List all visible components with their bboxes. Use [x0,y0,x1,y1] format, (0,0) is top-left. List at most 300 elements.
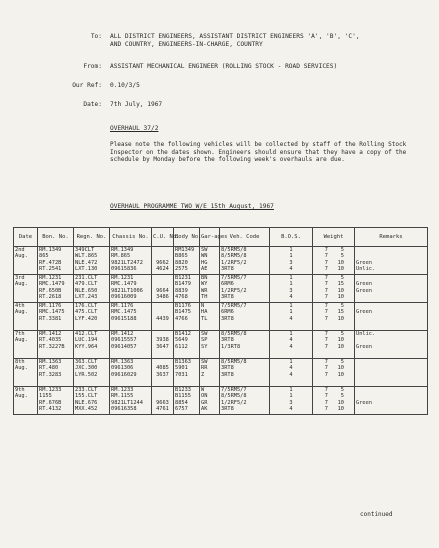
cell-body [174,331,200,359]
weight-cwt: 10 [337,315,344,322]
weight-tons: 7 [324,405,328,412]
bon-value: RT.3283 [39,371,62,378]
rem-value: Green [356,399,372,406]
cell-regn [74,247,110,275]
overhaul-table [13,227,428,415]
rem-value [356,406,426,412]
cell-cu [152,387,174,415]
regn-value: 363.CLT [75,359,98,365]
gar-value: AE [201,265,208,272]
ref-value: 0.10/3/5 [110,82,140,89]
header-weight: Weight [313,228,355,247]
cell-rem [355,331,428,359]
header-remarks: Remarks [355,228,428,247]
cell-gar [200,387,220,415]
cell-chassis [110,247,152,275]
date-value: Aug. [15,337,28,344]
weight-cwt: 5 [340,359,344,365]
code-value: 1/3RT8 [221,343,241,350]
bos-value: 1 [289,303,293,309]
weight-tons: 7 [324,371,328,378]
weight-cwt: 15 [337,281,344,288]
cell-w [313,387,355,415]
gar-value: AK [201,405,208,412]
body-value: B1475 [175,309,191,316]
weight-cwt: 5 [340,303,344,309]
bon-value: RT.4035 [39,337,62,344]
cell-chassis [110,359,152,387]
weight-cwt: 10 [337,399,344,406]
date-value: Aug. [15,253,28,260]
regn-value: JXC.300 [75,365,98,372]
cell-cu [152,359,174,387]
weight-cwt: 10 [337,343,344,350]
chassis-value: 09616009 [111,293,137,300]
weight-line [314,372,353,378]
cell-cu [152,331,174,359]
cell-bon [38,359,74,387]
code-value: 8/5RM5/8 [221,247,247,253]
gar-value: SW [201,247,208,253]
weight-cwt: 15 [337,309,344,316]
date-value: Aug. [15,309,28,316]
regn-value: NLE.472 [75,259,98,266]
cu-value: 4439 [156,315,169,322]
cell-gar [200,303,220,331]
table-row [14,331,428,359]
cell-chassis [110,387,152,415]
code-value: 3RT8 [221,293,234,300]
gar-value: SW [201,359,208,365]
regn-value: LYF.420 [75,315,98,322]
to-value-line-1: ALL DISTRICT ENGINEERS, ASSISTANT DISTRICT ENGINEERS 'A', 'B', 'C', [110,33,360,40]
ref-label: Our Ref: [72,82,102,89]
rem-value [356,294,426,300]
header-bon: Bon. No. [38,228,74,247]
weight-tons: 7 [324,259,328,266]
body-value: 8820 [175,259,188,266]
chassis-value: 9821LT2472 [111,259,143,266]
weight-tons: 7 [324,247,328,253]
gar-value: WR [201,287,208,294]
weight-line [314,266,353,272]
cell-bos [270,359,313,387]
cell-rem [355,247,428,275]
cell-bon [38,303,74,331]
cell-w [313,303,355,331]
gar-value: GR [201,399,208,406]
from-value: ASSISTANT MECHANICAL ENGINEER (ROLLING STOCK - ROAD SERVICES) [110,63,338,70]
bos-value: 4 [289,405,293,412]
weight-tons: 7 [324,331,328,337]
body-value: B1479 [175,281,191,288]
bos-value: 1 [289,309,293,316]
cell-rem [355,275,428,303]
cell-w [313,359,355,387]
cell-body [174,303,200,331]
cell-rem [355,387,428,415]
bos-value: 4 [289,365,293,372]
chassis-value: RM.1412 [111,331,134,337]
cu-value: 9664 [156,287,169,294]
bon-value: RT.3227B [39,343,65,350]
weight-cwt: 5 [340,393,344,400]
gar-value: TH [201,293,208,300]
cell-regn [74,331,110,359]
header-body: Body No. [174,228,200,247]
body-value: B1233 [175,387,191,393]
cell-regn [74,303,110,331]
header-date: Date [14,228,38,247]
gar-value: N [201,303,205,309]
bon-value: RM.1412 [39,331,62,337]
weight-line [314,344,353,350]
chassis-value: 09614057 [111,343,137,350]
regn-value: 412.CLT [75,331,98,337]
weight-line [314,316,353,322]
gar-value: HG [201,259,208,266]
header-chassis: Chassis No. [110,228,152,247]
cell-bos [270,275,313,303]
bos-value: 3 [289,259,293,266]
chassis-value: RM.1363 [111,359,134,365]
cell-bon [38,275,74,303]
weight-cwt: 10 [337,337,344,344]
code-value: 6RM6 [221,281,234,288]
chassis-value: RM.1349 [111,247,134,253]
regn-value: KYY.964 [75,343,98,350]
body-value: 6757 [175,405,188,412]
cell-chassis [110,275,152,303]
cell-w [313,331,355,359]
gar-value: SP [201,337,208,344]
weight-tons: 7 [324,365,328,372]
cu-value: 9663 [156,399,169,406]
bos-value: 1 [289,275,293,281]
chassis-value: RM.1155 [111,393,134,400]
bon-value: RM.1349 [39,247,62,253]
chassis-value: 9821LT1244 [111,399,143,406]
weight-cwt: 10 [337,287,344,294]
cell-code [220,359,270,387]
chassis-value: 09615188 [111,315,137,322]
bon-value: RT.3381 [39,315,62,322]
bos-value: 4 [289,371,293,378]
cell-date [14,303,38,331]
gar-value: RR [201,365,208,372]
table-row [14,303,428,331]
weight-tons: 7 [324,281,328,288]
gar-value: Z [201,371,205,378]
body-value: B1155 [175,393,191,400]
date-value: Aug. [15,281,28,288]
weight-tons: 7 [324,303,328,309]
rem-value: Unlic. [356,331,376,337]
cu-value: 3486 [156,293,169,300]
cell-bon [38,331,74,359]
cell-gar [200,275,220,303]
continued-note: continued [360,511,393,518]
bos-value: 4 [289,265,293,272]
table-row [14,387,428,415]
cell-regn [74,275,110,303]
regn-value: 231.CLT [75,275,98,281]
date-value: Aug. [15,365,28,372]
body-value: 8854 [175,399,188,406]
bon-value: RM.1233 [39,387,62,393]
cell-regn [74,359,110,387]
header-garages: Gar-ages [200,228,220,247]
gar-value: W [201,387,205,393]
cell-code [220,387,270,415]
body-value: B1231 [175,275,191,281]
chassis-value: 09616029 [111,371,137,378]
regn-value: NLE.650 [75,287,98,294]
regn-value: 475.CLT [75,309,98,316]
rem-value: Unlic. [356,265,376,272]
bos-value: 3 [289,399,293,406]
body-value: 5649 [175,337,188,344]
cell-bos [270,331,313,359]
regn-value: 479.CLT [75,281,98,288]
weight-tons: 7 [324,265,328,272]
bon-value: RT.4132 [39,405,62,412]
code-value: 6RM6 [221,309,234,316]
bon-value: RM.1363 [39,359,62,365]
chassis-value: RM.1233 [111,387,134,393]
cu-value: 9662 [156,259,169,266]
cell-date [14,275,38,303]
table-row [14,359,428,387]
cell-bon [38,247,74,275]
cell-date [14,331,38,359]
date-value: 7th [15,331,25,337]
weight-line [314,406,353,412]
rem-value [356,372,426,378]
rem-value: Green [356,309,372,316]
cell-bos [270,303,313,331]
rem-value: Green [356,281,372,288]
header-bos: B.O.S. [270,228,313,247]
bon-value: RT.2541 [39,265,62,272]
table-row [14,275,428,303]
cell-regn [74,387,110,415]
code-value: 7/5RM5/7 [221,387,247,393]
code-value: 8/5RM5/8 [221,331,247,337]
cu-value: 4761 [156,405,169,412]
body-value: B1363 [175,359,191,365]
code-value: 1/2RF5/2 [221,399,247,406]
regn-value: NLE.676 [75,399,98,406]
weight-tons: 7 [324,393,328,400]
weight-tons: 7 [324,293,328,300]
cell-cu [152,247,174,275]
body-value: 4768 [175,293,188,300]
bos-value: 1 [289,247,293,253]
date-label: Date: [83,101,102,108]
gar-value: BN [201,275,208,281]
weight-line [314,294,353,300]
chassis-value: RM.1231 [111,275,134,281]
bon-value: RM.1231 [39,275,62,281]
date-value: 7th July, 1967 [110,101,163,108]
gar-value: WN [201,253,208,260]
cell-body [174,359,200,387]
gar-value: SW [201,331,208,337]
weight-cwt: 10 [337,365,344,372]
weight-cwt: 10 [337,265,344,272]
rem-value: Green [356,259,372,266]
cell-body [174,387,200,415]
gar-value: WY [201,281,208,288]
cu-value: 4085 [156,365,169,372]
cell-date [14,387,38,415]
bos-value: 1 [289,393,293,400]
to-label: To: [90,33,102,40]
weight-cwt: 10 [337,371,344,378]
weight-cwt: 5 [340,387,344,393]
table-row [14,247,428,275]
cell-w [313,275,355,303]
code-value: 3RT8 [221,315,234,322]
gar-value: ON [201,393,208,400]
chassis-value: RM.1176 [111,303,134,309]
cell-cu [152,275,174,303]
date-value: 2nd [15,247,25,253]
date-value: 4th [15,303,25,309]
body-value: 2575 [175,265,188,272]
weight-tons: 7 [324,359,328,365]
bon-value: RT.480 [39,365,59,372]
code-value: 3RT8 [221,265,234,272]
bos-value: 1 [289,331,293,337]
weight-cwt: 10 [337,293,344,300]
regn-value: LYR.502 [75,371,98,378]
regn-value: LUC.194 [75,337,98,344]
chassis-value: RMC.1475 [111,309,137,316]
cell-gar [200,331,220,359]
cell-rem [355,303,428,331]
date-value: 8th [15,359,25,365]
code-value: 3RT8 [221,371,234,378]
bos-value: 4 [289,343,293,350]
bos-value: 1 [289,253,293,260]
date-value: Aug. [15,393,28,400]
code-value: 8/5RM5/8 [221,359,247,365]
weight-tons: 7 [324,253,328,260]
chassis-value: 09615836 [111,265,137,272]
code-value: 1/2RF5/2 [221,287,247,294]
cu-value: 3938 [156,337,169,344]
cell-body [174,275,200,303]
body-value: 7031 [175,371,188,378]
bon-value: 1155 [39,393,52,400]
cu-value: 3647 [156,343,169,350]
chassis-value: 9821LT1006 [111,287,143,294]
memo-subject: OVERHAUL 37/2 [110,125,159,132]
bon-value: RF.650B [39,287,62,294]
programme-heading: OVERHAUL PROGRAMME TWO W/E 15th August, 1967 [110,203,274,210]
rem-value: Green [356,287,372,294]
regn-value: WLT.865 [75,253,98,260]
regn-value: 349CLT [75,247,95,253]
bos-value: 1 [289,359,293,365]
code-value: 3RT8 [221,405,234,412]
regn-value: 155.CLT [75,393,98,400]
regn-value: 176.CLT [75,303,98,309]
cell-gar [200,247,220,275]
weight-tons: 7 [324,343,328,350]
gar-value: TL [201,315,208,322]
weight-tons: 7 [324,399,328,406]
cell-chassis [110,331,152,359]
rem-value: Green [356,343,372,350]
cell-date [14,359,38,387]
date-value: 3rd [15,275,25,281]
chassis-value: 09616358 [111,405,137,412]
header-veh-code: Veh. Code [220,228,270,247]
gar-value: HA [201,309,208,316]
bos-value: 4 [289,337,293,344]
cell-bos [270,247,313,275]
cell-date [14,247,38,275]
cell-cu [152,303,174,331]
bos-value: 1 [289,281,293,288]
bos-value: 4 [289,315,293,322]
weight-cwt: 5 [340,247,344,253]
cu-value: 4624 [156,265,169,272]
bon-value: RMC.1479 [39,281,65,288]
body-value: B1412 [175,331,191,337]
body-value: RM1349 [175,247,195,253]
weight-tons: 7 [324,309,328,316]
cu-value: 3637 [156,371,169,378]
body-value: 6112 [175,343,188,350]
body-value: 5901 [175,365,188,372]
body-value: B1176 [175,303,191,309]
weight-cwt: 10 [337,405,344,412]
gar-value: SY [201,343,208,350]
bon-value: RF.676B [39,399,62,406]
memo-paragraph: Please note the following vehicles will be collected by staff of the Rolling Stock Inspector on the dates shown. Engineers should ensure that they have a copy of the schedule by Monday before the following week's overhauls are due. [110,141,407,164]
header-regn: Regn. No. [74,228,110,247]
bon-value: RF.472B [39,259,62,266]
weight-tons: 7 [324,287,328,294]
code-value: 7/5RM5/7 [221,303,247,309]
header-cu: C.U. No. [152,228,174,247]
weight-cwt: 5 [340,275,344,281]
cell-gar [200,359,220,387]
code-value: 3RT8 [221,365,234,372]
weight-cwt: 5 [340,253,344,260]
chassis-value: 0961306 [111,365,134,372]
rem-value [356,316,426,322]
from-label: From: [83,63,102,70]
body-value: 4766 [175,315,188,322]
bon-value: RMC.1475 [39,309,65,316]
regn-value: LXT.130 [75,265,98,272]
table-header-row [14,228,428,247]
cell-code [220,331,270,359]
chassis-value: RMC.1479 [111,281,137,288]
body-value: B865 [175,253,188,260]
code-value: 7/5RM5/7 [221,275,247,281]
chassis-value: 09615557 [111,337,137,344]
bon-value: 865 [39,253,49,260]
weight-cwt: 5 [340,331,344,337]
regn-value: 233.CLT [75,387,98,393]
chassis-value: RM.865 [111,253,131,260]
